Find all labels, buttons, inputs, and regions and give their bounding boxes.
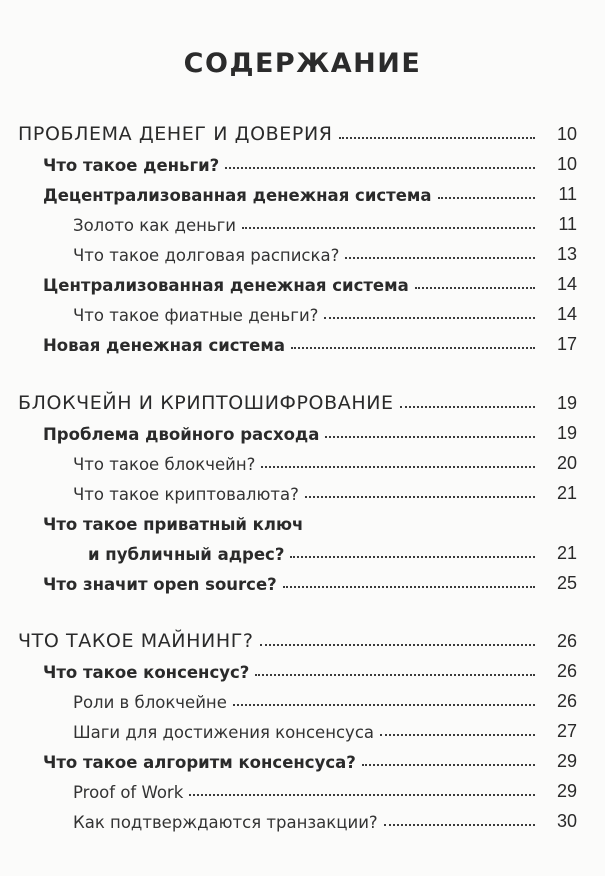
toc-entry-label: Новая денежная система <box>43 336 285 355</box>
toc-entry-subsection[interactable] <box>0 444 605 474</box>
toc-entry-label: Как подтверждаются транзакции? <box>73 813 378 832</box>
toc-page-number: 29 <box>556 751 577 771</box>
dot-leader <box>283 586 535 588</box>
toc-page-number: 21 <box>556 483 577 503</box>
toc-entry-subsection[interactable] <box>0 235 605 265</box>
toc-page-number: 14 <box>556 274 577 294</box>
toc-entry-label: Что такое блокчейн? <box>73 455 256 474</box>
toc-entry-label: ЧТО ТАКОЕ МАЙНИНГ? <box>18 630 254 652</box>
toc-entry-label: Роли в блокчейне <box>73 693 227 712</box>
toc-entry-label: Что такое криптовалюта? <box>73 485 299 504</box>
toc-entry-label: и публичный адрес? <box>88 545 285 564</box>
dot-leader <box>305 496 535 498</box>
toc-entry-subsection[interactable] <box>0 712 605 742</box>
toc-entry-label: Что такое консенсус? <box>43 663 250 682</box>
toc-entry-label: Централизованная денежная система <box>43 276 409 295</box>
toc-page-number: 14 <box>556 304 577 324</box>
dot-leader <box>233 704 535 706</box>
dot-leader <box>415 287 535 289</box>
toc-entry-subsection[interactable] <box>0 205 605 235</box>
dot-leader <box>189 794 535 796</box>
toc-page-number: 30 <box>556 811 577 831</box>
dot-leader <box>380 734 535 736</box>
toc-entry-chapter[interactable] <box>0 115 605 145</box>
toc-entry-label: Золото как деньги <box>73 216 237 235</box>
toc-entry-label: Proof of Work <box>73 783 184 802</box>
dot-leader <box>339 137 535 139</box>
dot-leader <box>291 347 535 349</box>
toc-entry-label: ПРОБЛЕМА ДЕНЕГ И ДОВЕРИЯ <box>18 123 333 145</box>
toc-page-number: 29 <box>556 781 577 801</box>
dot-leader <box>290 556 535 558</box>
toc-page-number: 13 <box>556 244 577 264</box>
toc-page-number: 10 <box>556 124 577 144</box>
toc-entry-label: Что такое фиатные деньги? <box>73 306 319 325</box>
toc-entry-section[interactable] <box>0 564 605 594</box>
dot-leader <box>345 257 535 259</box>
toc-entry-subsection[interactable] <box>0 295 605 325</box>
toc-entry-section[interactable] <box>0 325 605 355</box>
toc-page-number: 26 <box>556 661 577 681</box>
dot-leader <box>384 824 535 826</box>
toc-page-number: 27 <box>556 721 577 741</box>
toc-entry-section[interactable] <box>0 175 605 205</box>
dot-leader <box>324 317 535 319</box>
toc-entry-section[interactable] <box>0 145 605 175</box>
toc-entry-subsection[interactable] <box>0 474 605 504</box>
toc-entry-section[interactable] <box>0 265 605 295</box>
dot-leader <box>325 436 535 438</box>
page-title: СОДЕРЖАНИЕ <box>183 48 422 79</box>
toc-entry-chapter[interactable] <box>0 622 605 652</box>
toc-entry-label: Что такое алгоритм консенсуса? <box>43 753 356 772</box>
toc-entry-label: Что такое приватный ключ <box>43 515 304 534</box>
toc-entry-subsection[interactable] <box>0 802 605 832</box>
toc-page-number: 26 <box>556 631 577 651</box>
toc-page-number: 19 <box>556 393 577 413</box>
toc-entry-section[interactable] <box>0 504 605 534</box>
toc-entry-subsection[interactable] <box>0 682 605 712</box>
toc-entry-section[interactable] <box>0 742 605 772</box>
toc-entry-label: БЛОКЧЕЙН И КРИПТОШИФРОВАНИЕ <box>18 392 394 414</box>
toc-page-number: 21 <box>556 543 577 563</box>
toc-entry-label: Шаги для достижения консенсуса <box>73 723 375 742</box>
toc-page-number: 20 <box>556 453 577 473</box>
toc-page-number: 25 <box>556 573 577 593</box>
toc-page-number: 11 <box>558 184 577 204</box>
dot-leader <box>242 227 535 229</box>
dot-leader <box>255 674 535 676</box>
dot-leader <box>400 406 535 408</box>
dot-leader <box>438 197 535 199</box>
toc-page-number: 17 <box>556 334 577 354</box>
toc-entry-section-continued[interactable] <box>0 534 605 564</box>
toc-entry-label: Проблема двойного расхода <box>43 425 320 444</box>
toc-entry-section[interactable] <box>0 652 605 682</box>
toc-page-number: 10 <box>556 154 577 174</box>
dot-leader <box>260 644 535 646</box>
dot-leader <box>225 167 535 169</box>
toc-entry-label: Что значит open source? <box>43 575 277 594</box>
toc-page-number: 19 <box>556 423 577 443</box>
toc-page-number: 26 <box>556 691 577 711</box>
toc-entry-section[interactable] <box>0 414 605 444</box>
toc-page-number: 11 <box>558 214 577 234</box>
toc-entry-subsection[interactable] <box>0 772 605 802</box>
toc-entry-label: Что такое долговая расписка? <box>73 246 340 265</box>
toc-entry-chapter[interactable] <box>0 384 605 414</box>
toc-entry-label: Децентрализованная денежная система <box>43 186 432 205</box>
dot-leader <box>362 764 535 766</box>
dot-leader <box>261 466 535 468</box>
toc-entry-label: Что такое деньги? <box>43 156 220 175</box>
